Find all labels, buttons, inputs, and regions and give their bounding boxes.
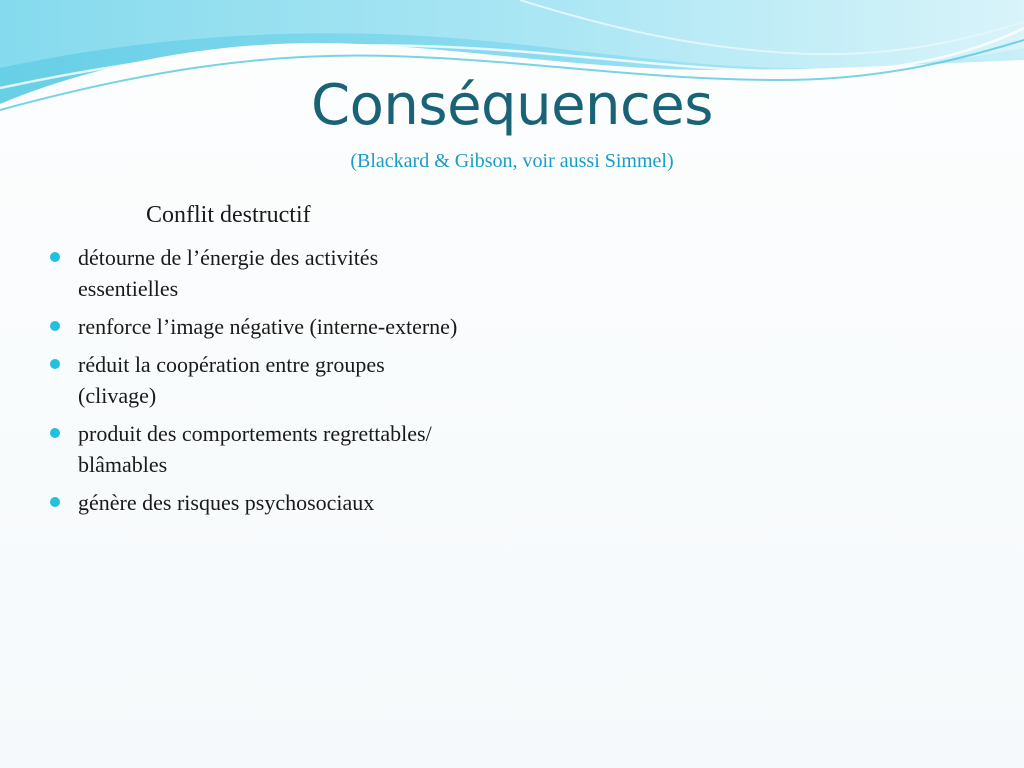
- bullet-dot-icon: [50, 252, 60, 262]
- bullet-dot-icon: [50, 359, 60, 369]
- slide-subtitle: (Blackard & Gibson, voir aussi Simmel): [350, 150, 674, 172]
- bullet-item: [48, 487, 468, 518]
- bullet-item: [48, 311, 468, 342]
- bullet-item: [48, 349, 468, 411]
- bullet-text: renforce l’image négative (interne-externe): [78, 314, 458, 339]
- bullet-item: [48, 242, 468, 304]
- bullet-text: produit des comportements regrettables/ blâmables: [78, 421, 432, 477]
- slide-title: Conséquences: [311, 73, 713, 138]
- bullet-dot-icon: [50, 497, 60, 507]
- bullet-text: réduit la coopération entre groupes (clivage): [78, 352, 385, 408]
- bullet-dot-icon: [50, 428, 60, 438]
- bullet-dot-icon: [50, 321, 60, 331]
- bullet-list: [48, 242, 468, 518]
- content-area: [48, 198, 468, 525]
- bullet-item: [48, 418, 468, 480]
- section-heading: Conflit destructif: [146, 202, 311, 228]
- bullet-text: génère des risques psychosociaux: [78, 490, 375, 515]
- bullet-text: détourne de l’énergie des activités essentielles: [78, 245, 379, 301]
